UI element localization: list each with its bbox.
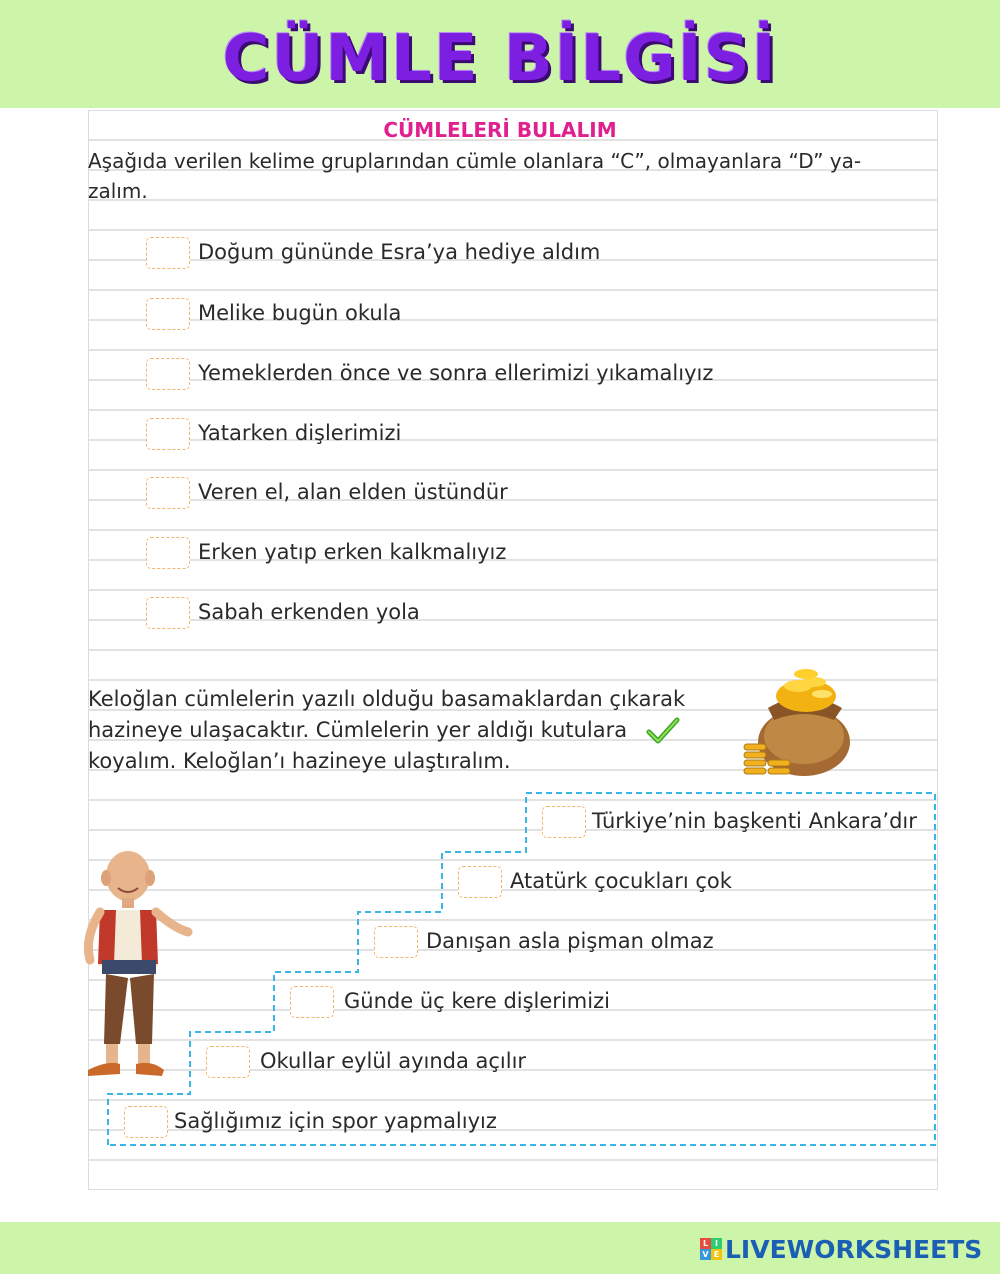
list-item: Erken yatıp erken kalkmalıyız — [198, 540, 507, 564]
instruction-line: Aşağıda verilen kelime gruplarından cümle olanlara “C”, olmayanlara “D” ya- — [88, 149, 862, 173]
brand-name: LIVEWORKSHEETS — [725, 1234, 983, 1264]
step-answer-box[interactable] — [374, 926, 418, 958]
step-text: Okullar eylül ayında açılır — [260, 1049, 527, 1073]
logo-letter: L — [700, 1238, 711, 1249]
list-item: Yatarken dişlerimizi — [198, 421, 402, 445]
step-text: Danışan asla pişman olmaz — [426, 929, 714, 953]
instruction-line: Keloğlan cümlelerin yazılı olduğu basamaklardan çıkarak — [88, 687, 686, 711]
logo-letter: I — [711, 1238, 722, 1249]
step-answer-box[interactable] — [458, 866, 502, 898]
step-answer-box[interactable] — [542, 806, 586, 838]
step-text: Günde üç kere dişlerimizi — [344, 989, 610, 1013]
list-item: Yemeklerden önce ve sonra ellerimizi yıkamalıyız — [198, 361, 714, 385]
page-title: CÜMLE BİLGİSİ — [222, 22, 778, 96]
list-item: Veren el, alan elden üstündür — [198, 480, 508, 504]
brand-icon — [700, 1238, 722, 1260]
instruction-line: hazineye ulaşacaktır. Cümlelerin yer aldığı kutulara — [88, 718, 628, 742]
step-text: Sağlığımız için spor yapmalıyız — [174, 1109, 497, 1133]
list-item: Sabah erkenden yola — [198, 600, 420, 624]
list-item: Doğum gününde Esra’ya hediye aldım — [198, 240, 601, 264]
instruction-line: koyalım. Keloğlan’ı hazineye ulaştıralım. — [88, 749, 511, 773]
step-answer-box[interactable] — [290, 986, 334, 1018]
step-text: Atatürk çocukları çok — [510, 869, 732, 893]
brand-logo[interactable] — [700, 1234, 982, 1264]
list-item: Melike bugün okula — [198, 301, 402, 325]
step-text: Türkiye’nin başkenti Ankara’dır — [592, 809, 917, 833]
step-answer-box[interactable] — [124, 1106, 168, 1138]
section-subtitle: CÜMLELERİ BULALIM — [383, 118, 617, 142]
instruction-line: zalım. — [88, 179, 148, 203]
step-answer-box[interactable] — [206, 1046, 250, 1078]
logo-letter: E — [711, 1249, 722, 1260]
logo-letter: V — [700, 1249, 711, 1260]
